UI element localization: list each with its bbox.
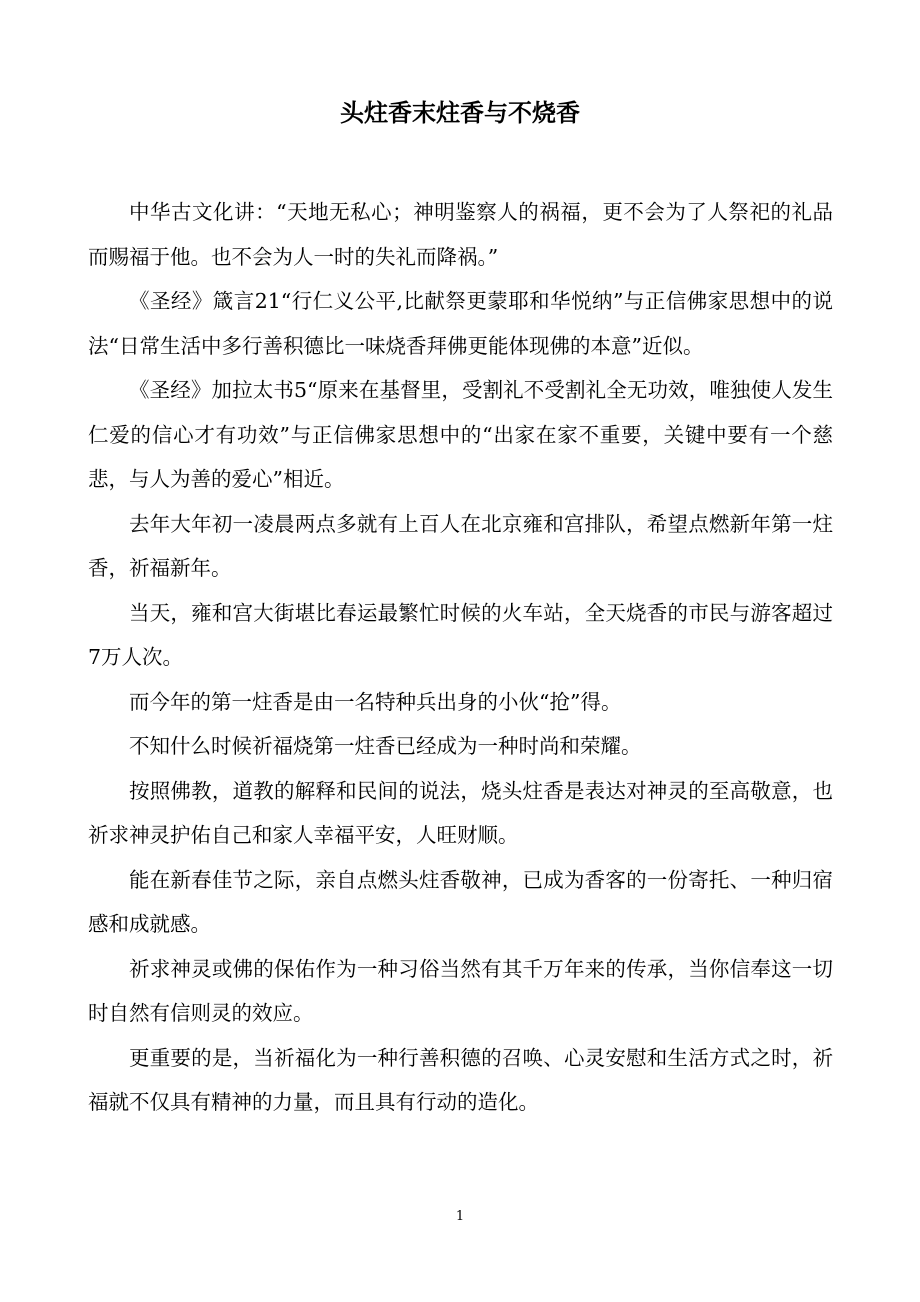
document-title: 头炷香末炷香与不烧香 — [340, 99, 580, 127]
paragraph-4: 去年大年初一凌晨两点多就有上百人在北京雍和宫排队，希望点燃新年第一炷香，祈福新年。 — [88, 511, 833, 580]
paragraph-8: 按照佛教，道教的解释和民间的说法，烧头炷香是表达对神灵的至高敬意，也祈求神灵护佑自己和家人幸福平安，人旺财顺。 — [88, 778, 833, 847]
paragraph-9: 能在新春佳节之际，亲自点燃头炷香敬神，已成为香客的一份寄托、一种归宿感和成就感。 — [88, 867, 833, 936]
paragraph-10: 祈求神灵或佛的保佑作为一种习俗当然有其千万年来的传承，当你信奉这一切时自然有信则灵的效应。 — [88, 956, 833, 1025]
paragraph-5: 当天，雍和宫大街堪比春运最繁忙时候的火车站，全天烧香的市民与游客超过7万人次。 — [88, 600, 833, 669]
paragraph-3: 《圣经》加拉太书5“原来在基督里，受割礼不受割礼全无功效，唯独使人发生仁爱的信心才有功效”与正信佛家思想中的“出家在家不重要，关键中要有一个慈悲，与人为善的爱心”相近。 — [88, 378, 833, 491]
document-body — [88, 190, 833, 1125]
paragraph-7: 不知什么时候祈福烧第一炷香已经成为一种时尚和荣耀。 — [129, 734, 642, 758]
paragraph-11: 更重要的是，当祈福化为一种行善积德的召唤、心灵安慰和生活方式之时，祈福就不仅具有精神的力量，而且具有行动的造化。 — [88, 1045, 833, 1114]
paragraph-2: 《圣经》箴言21“行仁义公平,比献祭更蒙耶和华悦纳”与正信佛家思想中的说法“日常生活中多行善积德比一味烧香拜佛更能体现佛的本意”近似。 — [88, 289, 833, 358]
paragraph-1: 中华古文化讲：“天地无私心；神明鉴察人的祸福，更不会为了人祭祀的礼品而赐福于他。也不会为人一时的失礼而降祸。” — [88, 200, 833, 269]
page-number: 1 — [455, 1209, 465, 1224]
paragraph-6: 而今年的第一炷香是由一名特种兵出身的小伙“抢”得。 — [129, 689, 622, 714]
